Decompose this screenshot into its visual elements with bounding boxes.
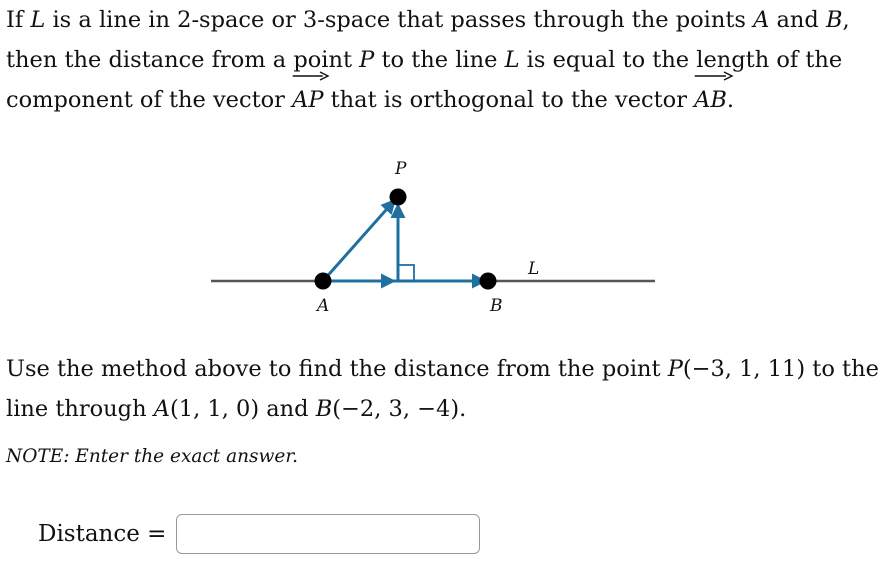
point-p-coordinates: (−3, 1, 11) (682, 356, 806, 382)
intro-text: is a line in 2-space or 3-space that passes through the points (45, 7, 754, 33)
intro-text: and (769, 7, 826, 33)
math-A: A (153, 396, 170, 422)
math-P: P (359, 47, 375, 73)
point-a (315, 273, 332, 290)
math-L: L (30, 7, 46, 33)
answer-label: Distance = (38, 521, 167, 547)
vector-ap-arrow (323, 201, 394, 281)
intro-text: that is orthogonal to the vector (323, 87, 695, 113)
vector-arrow-icon (694, 71, 729, 81)
point-p (390, 189, 407, 206)
label-a: A (317, 296, 330, 316)
intro-text: , then the distance from a point (6, 7, 850, 73)
vector-arrow-icon (292, 71, 325, 81)
note-text: NOTE: Enter the exact answer. (6, 446, 299, 467)
question-text: Use the method above to find the distance from the point (6, 356, 668, 382)
question-text: to the line through (6, 356, 879, 422)
label-l: L (528, 259, 540, 279)
vector-ap (292, 80, 323, 120)
question-text: and (259, 396, 316, 422)
question-text: . (459, 396, 467, 422)
intro-text: If (6, 7, 31, 33)
vector-ab-label: AB (694, 87, 727, 113)
question-paragraph (6, 349, 890, 429)
intro-text: to the line (374, 47, 505, 73)
distance-answer-input[interactable] (176, 514, 480, 554)
right-angle-icon (398, 265, 414, 281)
math-A: A (753, 7, 770, 33)
point-b-coordinates: (−2, 3, −4) (332, 396, 460, 422)
vector-ap-label: AP (292, 87, 324, 113)
label-p: P (395, 159, 407, 179)
math-B: B (825, 7, 843, 33)
label-b: B (490, 296, 503, 316)
math-L: L (504, 47, 520, 73)
intro-text: is equal to the length of the component of the vector (6, 47, 843, 113)
intro-paragraph (6, 0, 890, 120)
point-b (480, 273, 497, 290)
math-P: P (667, 356, 683, 382)
answer-row (38, 512, 480, 556)
vector-ab (694, 80, 727, 120)
intro-text: . (726, 87, 735, 113)
math-B: B (315, 396, 333, 422)
distance-diagram (0, 150, 894, 330)
point-a-coordinates: (1, 1, 0) (169, 396, 260, 422)
